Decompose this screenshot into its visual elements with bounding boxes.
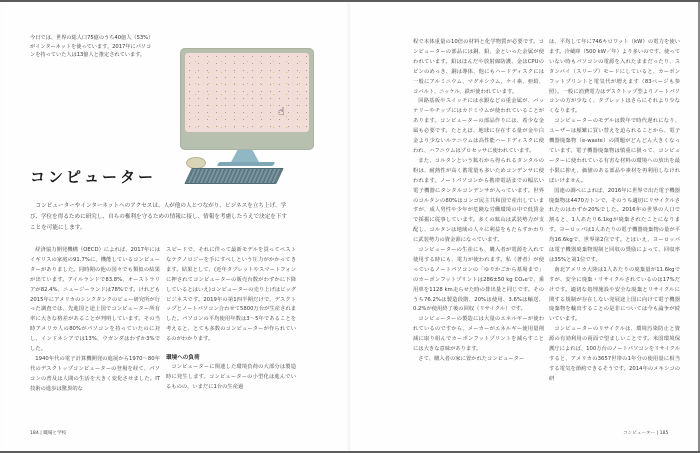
keyboard-illustration — [184, 168, 283, 184]
book-spread — [0, 2, 700, 451]
body-paragraph: は、平均して年に746キロワット（kW）の電力を使います。冷蔵庫（500 kW／年）より多いのです。使っていない時もパソコンの電源を入れたままだったり、スタンバイ（スリープ）モードにしていると、カーボンフットプリントと電気代が増えます（83ページも参照）。一般に消費電力はデスクトップ型よりノートパソコンの方が少なく、タブレットはさらにそれより少なくなります。 — [549, 39, 680, 115]
body-paragraph: コンピューターのリサイクルは、環境汚染防止と資源の有効利用の両面で望ましいことです。米国環境保護庁によれば、100万台のノートパソコンをリサイクルすると、アメリカの3657世帯の1年分の使用量に相当する電気を節約できるそうです。2014年のメキシコの研 — [549, 326, 680, 382]
body-paragraph: また、コルタンという鉱石から得られるタンタルの粉は、耐熱性が高く蓄電量も多いためコンデンサに使われます。ノートパソコンから携帯電話までの幅広い電子機器にタンタルコンデンサが入っています。世界のコルタンの80%はコンゴ民主共和国で産出していますが、成人男性や少年が危険な労働環境の中で低賃金で採掘に従事しています。多くの鉱山は武装勢力が支配し、コルタンは地域の人々に利益をもたらすかわりに武装勢力の資金源になっています。 — [413, 157, 544, 244]
section-heading: 環境への負荷 — [166, 355, 200, 362]
body-paragraph: 1940年代の電子計算機開発の進展から1970〜80年代のデスクトップコンピューターの登場を経て、パソコンの普及は人間の生活を大きく変化させました。IT技術の進歩は驚異的な — [30, 355, 160, 392]
body-paragraph: さて、購入者の家に置かれたコンピューター — [418, 356, 525, 362]
body-paragraph: 経済協力開発機構（OECD）によれば、2017年にはイギリスの家庭の91.7%に、機能しているコンピューターがありました。同時期の他の国々でも類似の結果が出ています。アイルランドで83.8%、オーストラリアが82.4%、ニュージーランドは78%です。けれども2015年にアメリカのシンクタンクのピュー研究所が行った調査では、先進国と途上国でコンピューター所有率に大きな格差があることが判明しています。その当時アメリカ人の80%がパソコンを持っていたのに対し、インドネシアでは13%、ウガンダはわずか3%でした。 — [30, 247, 160, 353]
body-paragraph: 南北アメリカ大陸は1人あたりの廃棄量が11.6kgですが、安全に廃棄・リサイクルされているのは17%だけです。適切な処理施設や安全な廃棄とリサイクルに関する規制が存在しない発展途上国に向けて電子機器廃棄物を輸出することの是非については今も論争が続いています。 — [549, 266, 680, 323]
body-paragraph: 国連の調べによれば、2016年に世界で出た電子機器廃棄物は4470万トンで、そのうち適切にリサイクルされたのはわずか20%でした。2016年の世界の人口で割ると、1人あたり6.1kgが廃棄されたことになります。ヨーロッパは1人あたりの電子機器廃棄物の量が平均16.6kgで、世界第2位です。とはいえ、ヨーロッパは電子機器廃棄物規制と回収の奨励によって、回収率は35%と第1位です。 — [549, 187, 680, 263]
illustration-caption: 今日では、世界の総人口75億のうち40億人（53%）がインターネットを使っています。2017年にパソコンを持っていた人は13億人と推定されています。 — [30, 35, 154, 59]
left-column-2 — [166, 246, 296, 393]
page-folio-left: 184 | 職場と学校 — [30, 431, 67, 436]
computer-illustration — [178, 46, 338, 196]
body-paragraph: コンピューターのモデルは数年で時代遅れになり、ユーザーは頻繁に買い替えを迫られることから、電子機器廃棄物（e-waste）の問題がどんどん大きくなっています。電子機器廃棄物は慎重に扱って、コンピューターに使われている有害な材料の環境への放出を最小限に抑え、価値のある部品や素材を再利用しなければいけません。 — [549, 118, 680, 184]
left-page — [2, 2, 350, 451]
lead-paragraph: コンピューターやインターネットへのアクセスは、人が他の人とつながり、ビジネスを立ち上げ、学び、学位を得るために研究し、自らの権利を守るための情報に接し、情報を考慮したうえで決定を下すことを可能にします。 — [30, 203, 288, 231]
body-paragraph: コンピューターの生産にも、購入者が電源を入れて使用する時にも、電力が使われます。私（著者）が使っているノートパソコンの「ゆりかごから墓場まで」のカーボンフットプリントは286±50 kg CO₂eで、乗用車を1128 km走らせた時の排出量と同じです。そのうち76.2%は製造段階、20%は使用、3.6%は輸送、0.2%が使用終了後の回収（リサイクル）です。 — [413, 247, 544, 313]
page-folio-right: コンピューター | 185 — [623, 431, 669, 436]
left-column-1 — [30, 246, 160, 395]
right-column-1 — [413, 38, 544, 365]
right-column-2 — [549, 38, 680, 385]
body-paragraph: 回路基板やスイッチには水銀などの重金属が、バッテリーやチップにはカドミウムが使われていることがあります。コンピューターの部品作りには、希少な金属も必要です。たとえば、地球に存在する量が金や白金より少ないルテニウムは高性能ハードディスクに使われ、ハフニウムはプロセッサに使われています。 — [413, 98, 544, 154]
monitor-stand-base — [217, 162, 275, 166]
body-paragraph: コンピューターの製造には大量のエネルギーが使われているのですから、メーカーがエネルギー使用量削減に取り組んでカーボンフットプリントを減らすことには大きな意味があります。 — [413, 316, 544, 353]
chapter-title: コンピューター — [30, 168, 157, 186]
body-paragraph: コンピューターに関連した環境負荷の大部分は製造時に発生します。コンピューターの小型化は進んでいるものの、いまだに1台の生産過 — [166, 364, 296, 390]
monitor-screen — [185, 53, 309, 132]
monitor-illustration — [180, 48, 314, 150]
right-page — [350, 2, 698, 451]
hand-cursor-icon: ☝ — [278, 105, 285, 118]
body-paragraph: 程で本体重量の10倍の材料と化学物質が必要です。コンピューターの部品には銅、鉛、金といった金属が使われています。鉛はほんだや放射線防護、金はCPUのピンのめっき、銅は導体、他にもハードディスクには一般にアルミニウム、マグネシウム、ケイ素、亜鉛、コバルト、ニッケル、鉄が使われています。 — [413, 39, 544, 95]
body-paragraph: スピードで、それに伴って最新モデルを買ってベストなテクノロジーを手にすべしという圧力がかかってきます。結果として、(近年タブレットやスマートフォンに押されてコンピューターの販売台数がわずかに下降しているとはいえ)コンピューターの売り上げはビッグビジネスです。2019年の第1四半期だけで、デスクトップとノートパソコン合わせて5800万台が生産されました。パソコンの平均使用年数は3〜5年であることを考えると、とても多数のコンピューターが作られているのがわかります。 — [166, 247, 296, 343]
